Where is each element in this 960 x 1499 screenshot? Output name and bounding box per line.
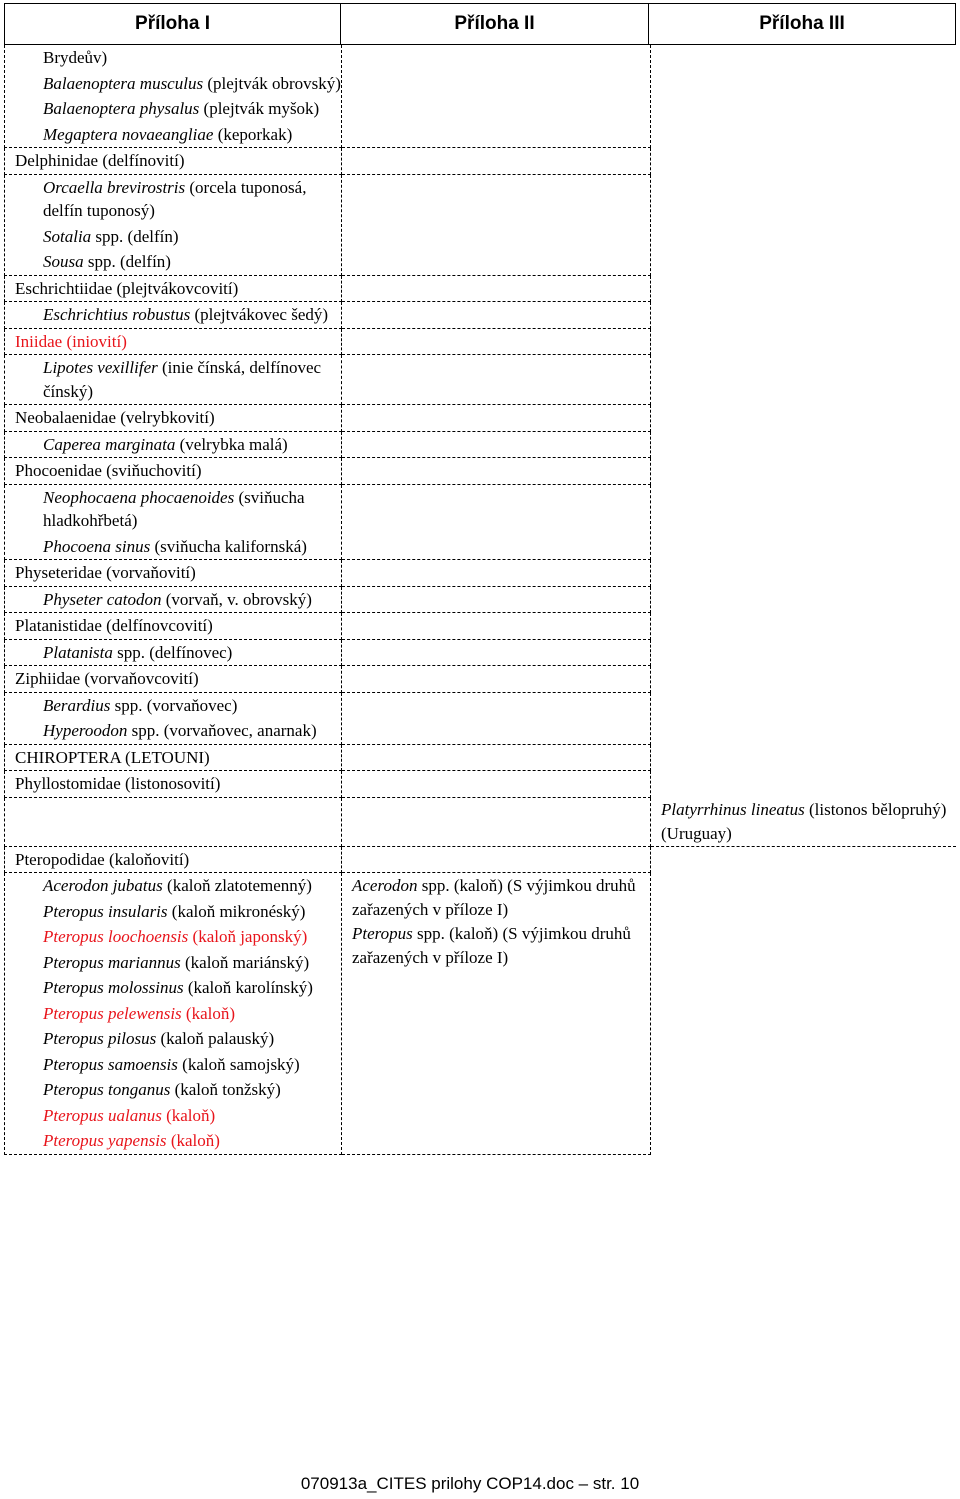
table-row — [5, 302, 957, 329]
family-label: Delphinidae (delfínovití) — [15, 151, 185, 170]
species-entry: Balaenoptera musculus (plejtvák obrovský) — [43, 73, 341, 93]
table-row — [5, 275, 957, 302]
table-row — [5, 797, 957, 846]
table-header — [4, 3, 956, 45]
species-entry: Pteropus insularis (kaloň mikronéský) — [43, 901, 306, 921]
header-annex-1: Příloha I — [5, 4, 341, 44]
table-row — [5, 458, 957, 485]
table-row — [5, 771, 957, 798]
table-row — [5, 484, 957, 560]
species-entry: Acerodon spp. (kaloň) (S výjimkou druhů zařazených v příloze I) — [352, 876, 636, 919]
species-entry: Pteropus molossinus (kaloň karolínský) — [43, 978, 313, 997]
family-label: Iniidae (iniovití) — [15, 331, 127, 351]
family-label: Pteropodidae (kaloňovití) — [15, 849, 190, 869]
table-row — [5, 431, 957, 458]
table-row — [5, 148, 957, 175]
family-label: Neobalaenidae (velrybkovití) — [15, 408, 215, 427]
annex-2-list — [342, 873, 651, 1155]
species-entry: Lipotes vexillifer (inie čínská, delfínovec čínský) — [43, 358, 322, 401]
table-row — [5, 873, 957, 1155]
family-label: Platanistidae (delfínovcovití) — [15, 616, 213, 635]
species-entry: Acerodon jubatus (kaloň zlatotemenný) — [43, 876, 312, 895]
species-entry: Pteropus loochoensis (kaloň japonský) — [43, 927, 308, 946]
species-entry: Pteropus ualanus (kaloň) — [43, 1105, 216, 1125]
annex-1-list — [5, 873, 342, 1155]
species-entry: Pteropus pelewensis (kaloň) — [43, 1003, 235, 1023]
header-annex-2: Příloha II — [341, 4, 649, 44]
species-entry: Pteropus yapensis (kaloň) — [43, 1131, 220, 1150]
table-row — [5, 692, 957, 744]
species-entry: Physeter catodon (vorvaň, v. obrovský) — [43, 589, 312, 609]
table-row — [5, 846, 957, 873]
species-entry: Megaptera novaeangliae (keporkak) — [43, 124, 293, 144]
species-entry: Neophocaena phocaenoides (sviňucha hladkohřbetá) — [43, 487, 305, 530]
species-entry: Phocoena sinus (sviňucha kalifornská) — [43, 536, 307, 556]
table-row — [5, 174, 957, 275]
species-entry: Platyrrhinus lineatus (listonos bělopruhý) (Uruguay) — [661, 800, 947, 843]
species-entry: Pteropus mariannus (kaloň mariánský) — [43, 952, 310, 972]
species-entry: Caperea marginata (velrybka malá) — [43, 434, 288, 454]
species-entry: Pteropus tonganus (kaloň tonžský) — [43, 1080, 281, 1099]
species-entry: Platanista spp. (delfínovec) — [43, 642, 233, 662]
order-label: CHIROPTERA (LETOUNI) — [15, 747, 210, 767]
species-text: Brydeův) — [43, 48, 108, 67]
species-entry: Hyperoodon spp. (vorvaňovec, anarnak) — [43, 721, 317, 740]
table-row — [5, 328, 957, 355]
cites-annex-page — [4, 3, 956, 1155]
table-row — [5, 744, 957, 771]
family-label: Phyllostomidae (listonosovití) — [15, 774, 221, 793]
species-entry: Sotalia spp. (delfín) — [43, 226, 179, 246]
annex-table — [4, 45, 956, 1155]
species-entry: Eschrichtius robustus (plejtvákovec šedý) — [43, 305, 329, 324]
table-row — [5, 586, 957, 613]
species-entry: Sousa spp. (delfín) — [43, 252, 171, 271]
species-entry: Berardius spp. (vorvaňovec) — [43, 695, 238, 715]
table-row — [5, 666, 957, 693]
table-row — [5, 355, 957, 405]
family-label: Physeteridae (vorvaňovití) — [15, 563, 196, 582]
family-label: Ziphiidae (vorvaňovcovití) — [15, 669, 199, 688]
table-row — [5, 45, 957, 148]
species-entry: Pteropus samoensis (kaloň samojský) — [43, 1054, 300, 1074]
table-row — [5, 639, 957, 666]
page-footer: 070913a_CITES prilohy COP14.doc – str. 10 — [300, 1474, 640, 1493]
species-entry: Pteropus spp. (kaloň) (S výjimkou druhů zařazených v příloze I) — [352, 924, 631, 967]
table-row — [5, 613, 957, 640]
species-entry: Pteropus pilosus (kaloň palauský) — [43, 1029, 275, 1048]
species-entry: Orcaella brevirostris (orcela tuponosá, delfín tuponosý) — [43, 177, 307, 220]
table-row — [5, 405, 957, 432]
family-label: Phocoenidae (sviňuchovití) — [15, 461, 202, 480]
family-label: Eschrichtiidae (plejtvákovcovití) — [15, 278, 239, 298]
header-annex-3: Příloha III — [759, 13, 845, 34]
table-row — [5, 560, 957, 587]
species-entry: Balaenoptera physalus (plejtvák myšok) — [43, 99, 320, 118]
